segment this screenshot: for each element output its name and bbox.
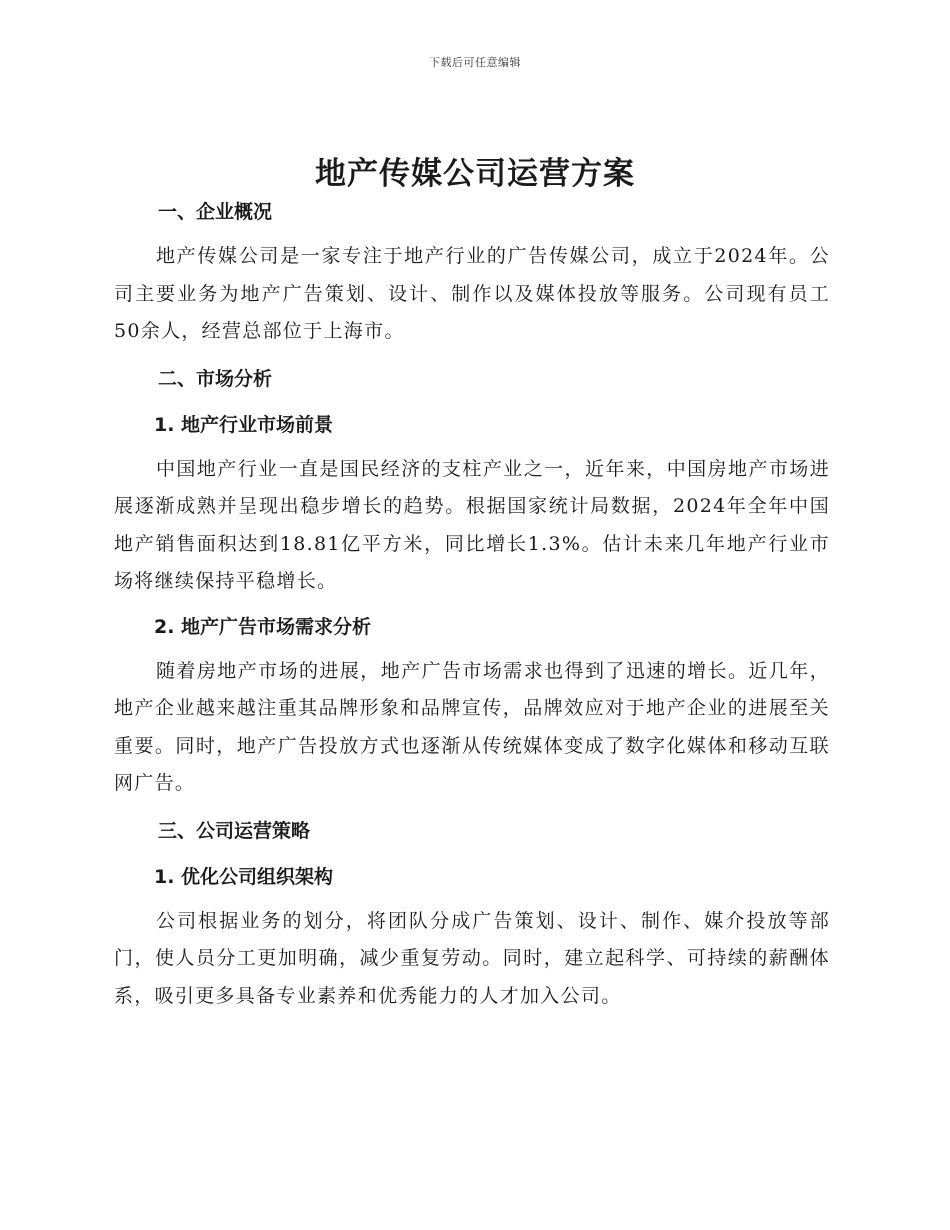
spacer [114, 230, 830, 238]
spacer [114, 645, 830, 653]
document-body [114, 194, 830, 1015]
header-note: 下载后可任意编辑 [429, 56, 521, 69]
section-heading-overview: 一、企业概况 [158, 201, 273, 223]
spacer [114, 849, 830, 859]
paragraph-ad-demand: 随着房地产市场的进展，地产广告市场需求也得到了迅速的增长。近几年，地产企业越来越注重其品牌形象和品牌宣传，品牌效应对于地产企业的进展至关重要。同时，地产广告投放方式也逐渐从传统媒体变成了数字化媒体和移动互联网广告。 [114, 659, 830, 794]
spacer [114, 351, 830, 361]
paragraph-overview: 地产传媒公司是一家专注于地产行业的广告传媒公司，成立于2024年。公司主要业务为地产广告策划、设计、制作以及媒体投放等服务。公司现有员工50余人，经营总部位于上海市。 [114, 245, 830, 342]
spacer [114, 601, 830, 609]
sub-heading-market-outlook: 1. 地产行业市场前景 [154, 413, 334, 436]
document-title: 地产传媒公司运营方案 [315, 156, 635, 192]
section-heading-strategy: 三、公司运营策略 [158, 819, 311, 842]
spacer [114, 397, 830, 407]
spacer [114, 443, 830, 451]
sub-heading-ad-demand: 2. 地产广告市场需求分析 [154, 615, 372, 638]
paragraph-market-outlook: 中国地产行业一直是国民经济的支柱产业之一，近年来，中国房地产市场进展逐渐成熟并呈现出稳步增长的趋势。根据国家统计局数据，2024年全年中国地产销售面积达到18.81亿平方米，同比增长1.3%。估计未来几年地产行业市场将继续保持平稳增长。 [114, 457, 830, 592]
sub-heading-org-structure: 1. 优化公司组织架构 [154, 865, 334, 888]
paragraph-org-structure: 公司根据业务的划分，将团队分成广告策划、设计、制作、媒介投放等部门，使人员分工更加明确，减少重复劳动。同时，建立起科学、可持续的薪酬体系，吸引更多具备专业素养和优秀能力的人才加入公司。 [114, 909, 830, 1007]
spacer [114, 895, 830, 903]
spacer [114, 803, 830, 813]
section-heading-market: 二、市场分析 [158, 367, 273, 390]
